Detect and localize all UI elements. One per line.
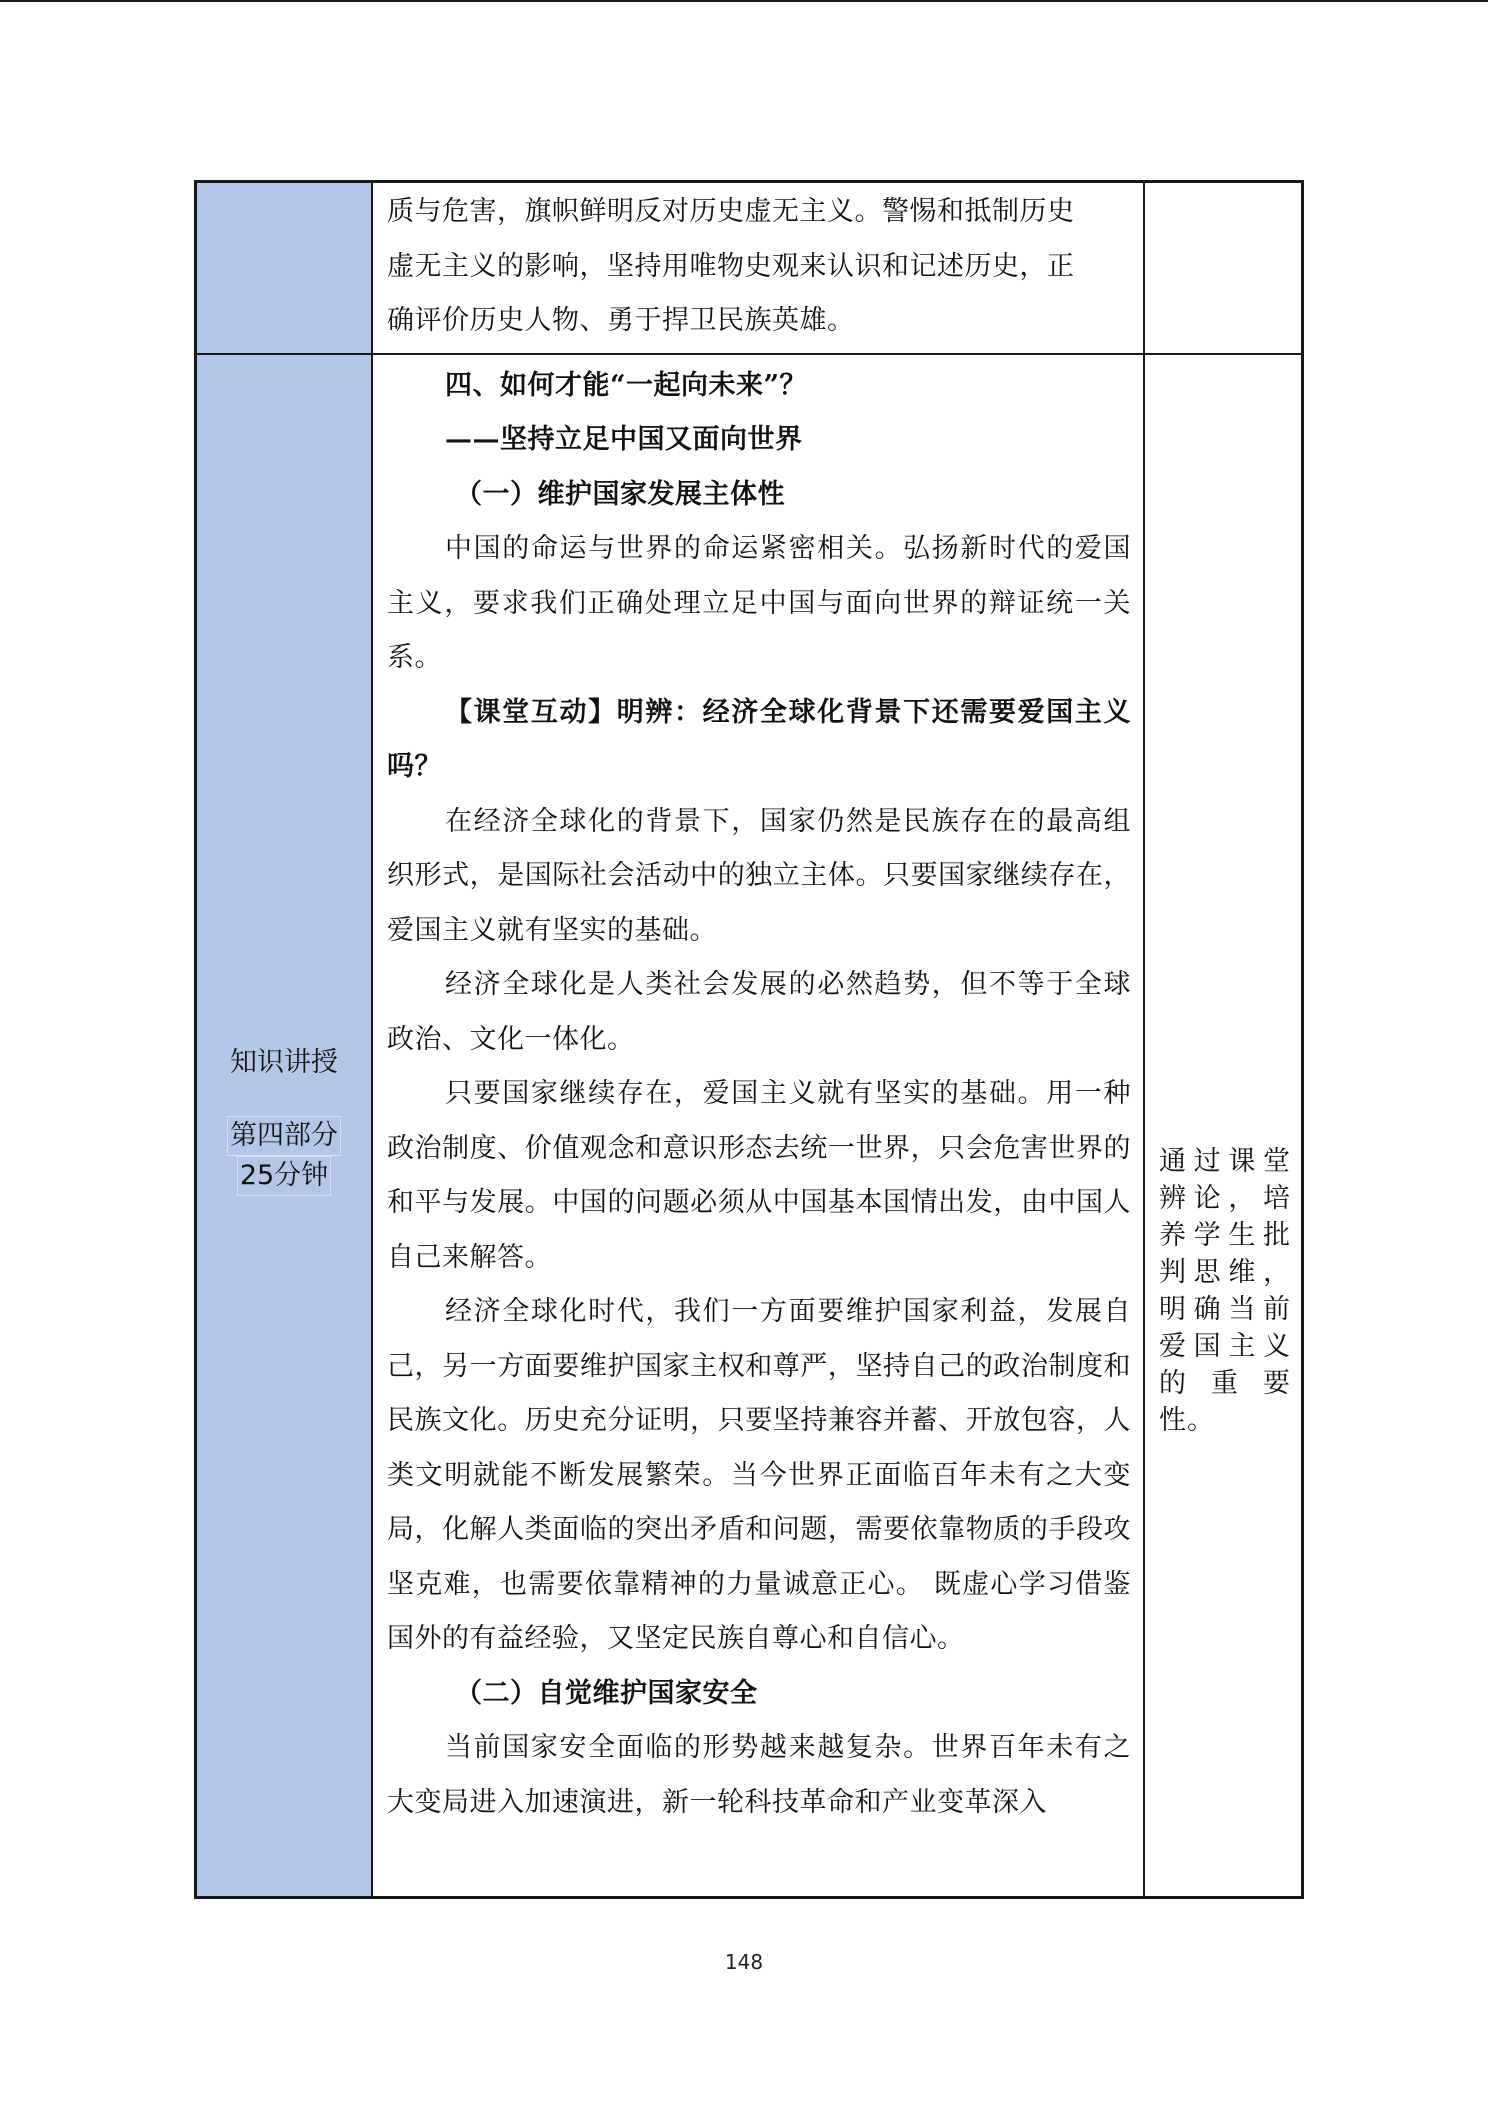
note-line-3: 养学生批: [1159, 1219, 1291, 1251]
teaching-note-cell: [1144, 354, 1303, 1898]
section-heading: 四、如何才能“一起向未来”？: [445, 369, 808, 401]
note-line-2: 辨论，培: [1159, 1182, 1291, 1214]
note-line-6: 爱国主义: [1159, 1330, 1291, 1362]
note-line-7: 的 重 要: [1159, 1367, 1291, 1399]
section-subheading: ——坚持立足中国又面向世界: [445, 424, 803, 455]
paragraph-1: 中国的命运与世界的命运紧密相关。弘扬新时代的爱国主义，要求我们正确处理立足中国与面向世界的辩证统一关系。: [387, 533, 1131, 673]
section-label: 知识讲授: [230, 1047, 338, 1079]
note-line-1: 通过课堂: [1159, 1145, 1291, 1177]
paragraph-5: 经济全球化时代，我们一方面要维护国家利益，发展自己，另一方面要维护国家主权和尊严，坚持自己的政治制度和民族文化。历史充分证明，只要坚持兼容并蓄、开放包容，人类文明就能不断发展繁荣。当今世界正面临百年未有之大变局，化解人类面临的突出矛盾和问题，需要依靠物质的手段攻坚克难，也需要依靠精神的力量诚意正心。 既虚心学习借鉴国外的有益经验，又坚定民族自尊心和自信心。: [387, 1296, 1131, 1654]
lesson-content-cell: [372, 354, 1144, 1898]
duration-label: 25分钟: [237, 1156, 331, 1196]
paragraph-2: 在经济全球化的背景下，国家仍然是民族存在的最高组织形式，是国际社会活动中的独立主体。只要国家继续存在，爱国主义就有坚实的基础。: [387, 805, 1131, 946]
section-label-cell: [196, 354, 373, 1898]
classroom-interaction: 【课堂互动】明辨：经济全球化背景下还需要爱国主义吗？: [387, 696, 1131, 782]
paragraph-6: 当前国家安全面临的形势越来越复杂。世界百年未有之大变局进入加速演进，新一轮科技革命和产业变革深入: [387, 1732, 1131, 1818]
continued-row-note-cell: [1144, 182, 1303, 354]
page-top-rule: [0, 0, 1488, 2]
lesson-plan-table: [194, 180, 1304, 1899]
paragraph-3: 经济全球化是人类社会发展的必然趋势，但不等于全球政治、文化一体化。: [387, 969, 1131, 1055]
continued-line-1: 质与危害，旗帜鲜明反对历史虚无主义。警惕和抵制历史: [387, 196, 1075, 227]
continued-row-left-cell: [196, 182, 373, 354]
page-number: 148: [724, 1950, 764, 1974]
part-label: 第四部分: [227, 1116, 341, 1156]
subsection-1-title: （一）维护国家发展主体性: [455, 478, 785, 510]
subsection-2-title: （二）自觉维护国家安全: [455, 1677, 758, 1709]
continued-line-2: 虚无主义的影响，坚持用唯物史观来认识和记述历史，正: [387, 250, 1075, 282]
continued-row: [196, 182, 1303, 354]
note-line-8: 性。: [1159, 1404, 1215, 1436]
note-line-4: 判思维，: [1159, 1256, 1291, 1288]
continued-line-3: 确评价历史人物、勇于捍卫民族英雄。: [387, 305, 855, 336]
note-line-5: 明确当前: [1159, 1293, 1291, 1325]
main-row: [196, 354, 1303, 1898]
continued-row-content-cell: [372, 182, 1144, 354]
paragraph-4: 只要国家继续存在，爱国主义就有坚实的基础。用一种政治制度、价值观念和意识形态去统一世界，只会危害世界的和平与发展。中国的问题必须从中国基本国情出发，由中国人自己来解答。: [387, 1078, 1131, 1273]
